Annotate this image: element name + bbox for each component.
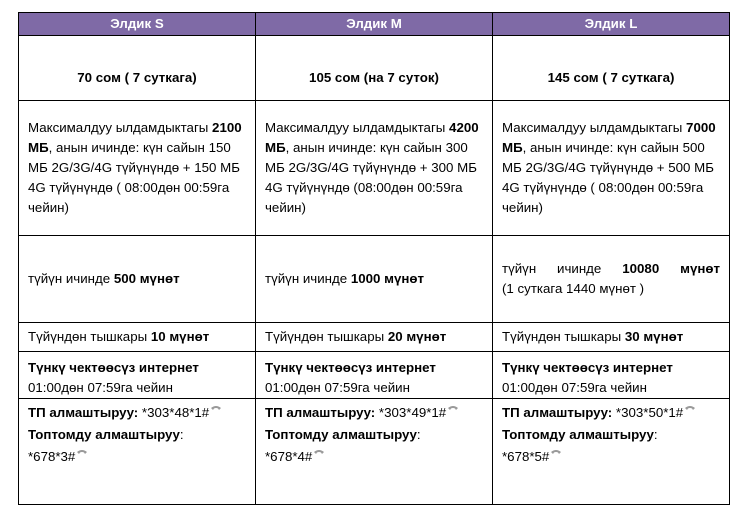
minutes-label: түйүн ичинде [502, 261, 623, 276]
offnet-label: Түйүндөн тышкары [502, 329, 625, 344]
night-title: Түнкү чектөөсүз интернет [265, 360, 436, 375]
night-title: Түнкү чектөөсүз интернет [502, 360, 673, 375]
night-time: 01:00дөн 07:59га чейин [502, 380, 647, 395]
header-row [19, 13, 730, 36]
offnet-label: Түйүндөн тышкары [28, 329, 151, 344]
offnet-minutes-l [493, 323, 730, 352]
internet-cell-s [19, 101, 256, 236]
onnet-minutes-m [256, 236, 493, 323]
night-title: Түнкү чектөөсүз интернет [28, 360, 199, 375]
onnet-minutes-l [493, 236, 730, 323]
offnet-label: Түйүндөн тышкары [265, 329, 388, 344]
bundle-colon: : [653, 427, 658, 442]
internet-amount: 4200 МБ [265, 120, 479, 155]
codes-s [19, 399, 256, 505]
phone-icon[interactable] [684, 405, 696, 415]
offnet-minutes-s [19, 323, 256, 352]
bundle-colon: : [416, 427, 421, 442]
onnet-minutes-s [19, 236, 256, 323]
plan-name-l: Элдик L [493, 13, 730, 36]
offnet-amount: 10 мүнөт [150, 329, 210, 344]
bundle-colon: : [179, 427, 184, 442]
tariff-comparison-table [18, 12, 730, 505]
price-row [19, 36, 730, 101]
onnet-minutes-row [19, 236, 730, 323]
price-s: 70 сом ( 7 суткага) [19, 36, 256, 101]
price-m: 105 сом (на 7 суток) [256, 36, 493, 101]
night-time: 01:00дөн 07:59га чейин [28, 380, 173, 395]
internet-amount: 2100 МБ [28, 120, 242, 155]
price-l: 145 сом ( 7 суткага) [493, 36, 730, 101]
tp-change-label: ТП алмаштыруу: [502, 405, 613, 420]
bundle-change-code[interactable]: *678*4# [265, 449, 313, 464]
minutes-label: түйүн ичинде [28, 271, 114, 286]
internet-amount: 7000 МБ [502, 120, 716, 155]
bundle-change-code[interactable]: *678*5# [502, 449, 550, 464]
phone-icon[interactable] [447, 405, 459, 415]
internet-cell-l [493, 101, 730, 236]
bundle-change-label: Топтомду алмаштыруу [502, 427, 654, 442]
minutes-amount: 1000 мүнөт [350, 271, 424, 286]
internet-text: Максималдуу ылдамдыктагы [28, 120, 213, 135]
codes-m [256, 399, 493, 505]
internet-details: , анын ичинде: күн сайын 500 МБ 2G/3G/4G түйүнүндө + 500 МБ 4G түйүнүндө ( 08:00дөн 00:59га чейин) [502, 140, 714, 215]
night-time: 01:00дөн 07:59га чейин [265, 380, 410, 395]
plan-name-s: Элдик S [19, 13, 256, 36]
offnet-minutes-row [19, 323, 730, 352]
internet-cell-m [256, 101, 493, 236]
offnet-amount: 20 мүнөт [387, 329, 447, 344]
bundle-change-label: Топтомду алмаштыруу [265, 427, 417, 442]
phone-icon[interactable] [210, 405, 222, 415]
bundle-change-label: Топтомду алмаштыруу [28, 427, 180, 442]
internet-details: , анын ичинде: күн сайын 300 МБ 2G/3G/4G түйүнүндө + 300 МБ 4G түйүнүндө (08:00дөн 00:59га чейин) [265, 140, 477, 215]
night-internet-row [19, 352, 730, 399]
offnet-minutes-m [256, 323, 493, 352]
tp-change-code[interactable]: *303*48*1# [138, 405, 210, 420]
internet-text: Максималдуу ылдамдыктагы [502, 120, 687, 135]
night-internet-l [493, 352, 730, 399]
night-internet-s [19, 352, 256, 399]
internet-text: Максималдуу ылдамдыктагы [265, 120, 450, 135]
tp-change-label: ТП алмаштыруу: [28, 405, 139, 420]
tp-change-code[interactable]: *303*49*1# [375, 405, 447, 420]
bundle-change-code[interactable]: *678*3# [28, 449, 76, 464]
tp-change-label: ТП алмаштыруу: [265, 405, 376, 420]
ussd-codes-row [19, 399, 730, 505]
phone-icon[interactable] [76, 449, 88, 459]
offnet-amount: 30 мүнөт [624, 329, 684, 344]
plan-name-m: Элдик M [256, 13, 493, 36]
minutes-daily-note: (1 суткага 1440 мүнөт ) [502, 281, 645, 296]
internet-row [19, 101, 730, 236]
internet-details: , анын ичинде: күн сайын 150 МБ 2G/3G/4G түйүнүндө + 150 МБ 4G түйүнүндө ( 08:00дөн 00:59га чейин) [28, 140, 240, 215]
tp-change-code[interactable]: *303*50*1# [612, 405, 684, 420]
phone-icon[interactable] [550, 449, 562, 459]
night-internet-m [256, 352, 493, 399]
phone-icon[interactable] [313, 449, 325, 459]
codes-l [493, 399, 730, 505]
minutes-amount: 10080 мүнөт [622, 261, 720, 276]
minutes-label: түйүн ичинде [265, 271, 351, 286]
minutes-amount: 500 мүнөт [113, 271, 180, 286]
